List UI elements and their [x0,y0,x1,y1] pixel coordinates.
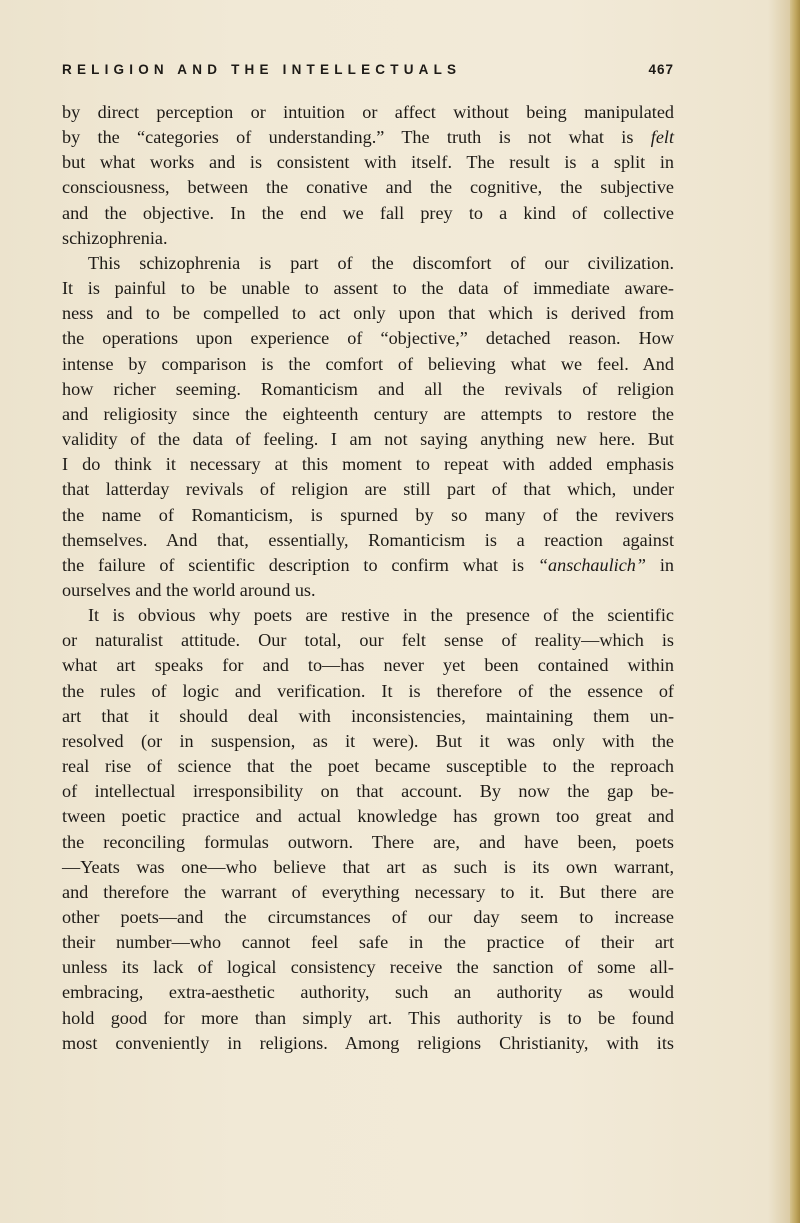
text-line: —Yeats was one—who believe that art as such is its own warrant, [62,856,674,877]
text-line: the reconciling formulas outworn. There are, and have been, poets [62,831,674,852]
text-line: of intellectual irresponsibility on that account. By now the gap be- [62,781,674,802]
text-line: by direct perception or intuition or affect without being manipulated [62,102,674,122]
text-line: the operations upon experience of “objective,” detached reason. How [62,328,674,349]
text-line: and religiosity since the eighteenth century are attempts to restore the [62,403,674,424]
text-line: their number—who cannot feel safe in the practice of their art [62,932,674,953]
text-line: what art speaks for and to—has never yet been contained within [62,655,674,676]
text-line: tween poetic practice and actual knowledge has grown too great and [62,806,674,827]
text-line: or naturalist attitude. Our total, our felt sense of reality—which is [62,630,674,651]
text-line: ourselves and the world around us. [62,579,316,600]
text-line: unless its lack of logical consistency receive the sanction of some all- [62,957,674,978]
body-text [62,100,674,1056]
text-line: but what works and is consistent with itself. The result is a split in [62,152,674,173]
italic-word: felt [650,127,674,148]
text-line: resolved (or in suspension, as it were). But it was only with the [62,730,674,751]
text-line: embracing, extra-aesthetic authority, such an authority as would [62,982,674,1003]
text-line: and therefore the warrant of everything necessary to it. But there are [62,881,674,902]
text-line: hold good for more than simply art. This authority is to be found [62,1007,674,1028]
text-line: intense by comparison is the comfort of believing what we feel. And [62,353,674,374]
text-fragment: in [646,554,674,575]
text-line: This schizophrenia is part of the discomfort of our civilization. [88,252,674,273]
page-number: 467 [648,62,674,77]
text-line: It is obvious why poets are restive in the presence of the scientific [88,605,674,626]
text-line: ness and to be compelled to act only upon that which is derived from [62,303,674,324]
text-line: schizophrenia. [62,227,168,248]
text-line: that latterday revivals of religion are still part of that which, under [62,479,674,500]
text-line: real rise of science that the poet became susceptible to the reproach [62,756,674,777]
paragraph-1 [62,100,674,251]
text-line: how richer seeming. Romanticism and all the revivals of religion [62,378,674,399]
text-fragment: by the “categories of understanding.” The truth is not what is [62,127,651,148]
text-line: the rules of logic and verification. It is therefore of the essence of [62,680,674,701]
text-line: other poets—and the circumstances of our day seem to increase [62,907,674,927]
text-line: themselves. And that, essentially, Romanticism is a reaction against [62,529,674,550]
text-line [62,553,674,578]
page-edge [790,0,800,1223]
italic-phrase: “anschaulich” [537,554,647,575]
text-line: the name of Romanticism, is spurned by so many of the revivers [62,504,674,525]
text-fragment: the failure of scientific description to confirm what is [62,554,538,575]
text-line: and the objective. In the end we fall prey to a kind of collective [62,202,674,223]
text-line [62,125,674,150]
paragraph-2 [62,251,674,603]
running-title: RELIGION AND THE INTELLECTUALS [62,62,462,77]
paragraph-3 [62,603,674,1056]
text-line: validity of the data of feeling. I am not saying anything new here. But [62,429,674,450]
running-head [62,62,674,84]
text-line: consciousness, between the conative and the cognitive, the subjective [62,177,674,198]
text-line: most conveniently in religions. Among religions Christianity, with its [62,1032,674,1053]
text-line: It is painful to be unable to assent to the data of immediate aware- [62,278,674,299]
text-line: art that it should deal with inconsistencies, maintaining them un- [62,705,674,726]
text-line: I do think it necessary at this moment to repeat with added emphasis [62,454,674,475]
